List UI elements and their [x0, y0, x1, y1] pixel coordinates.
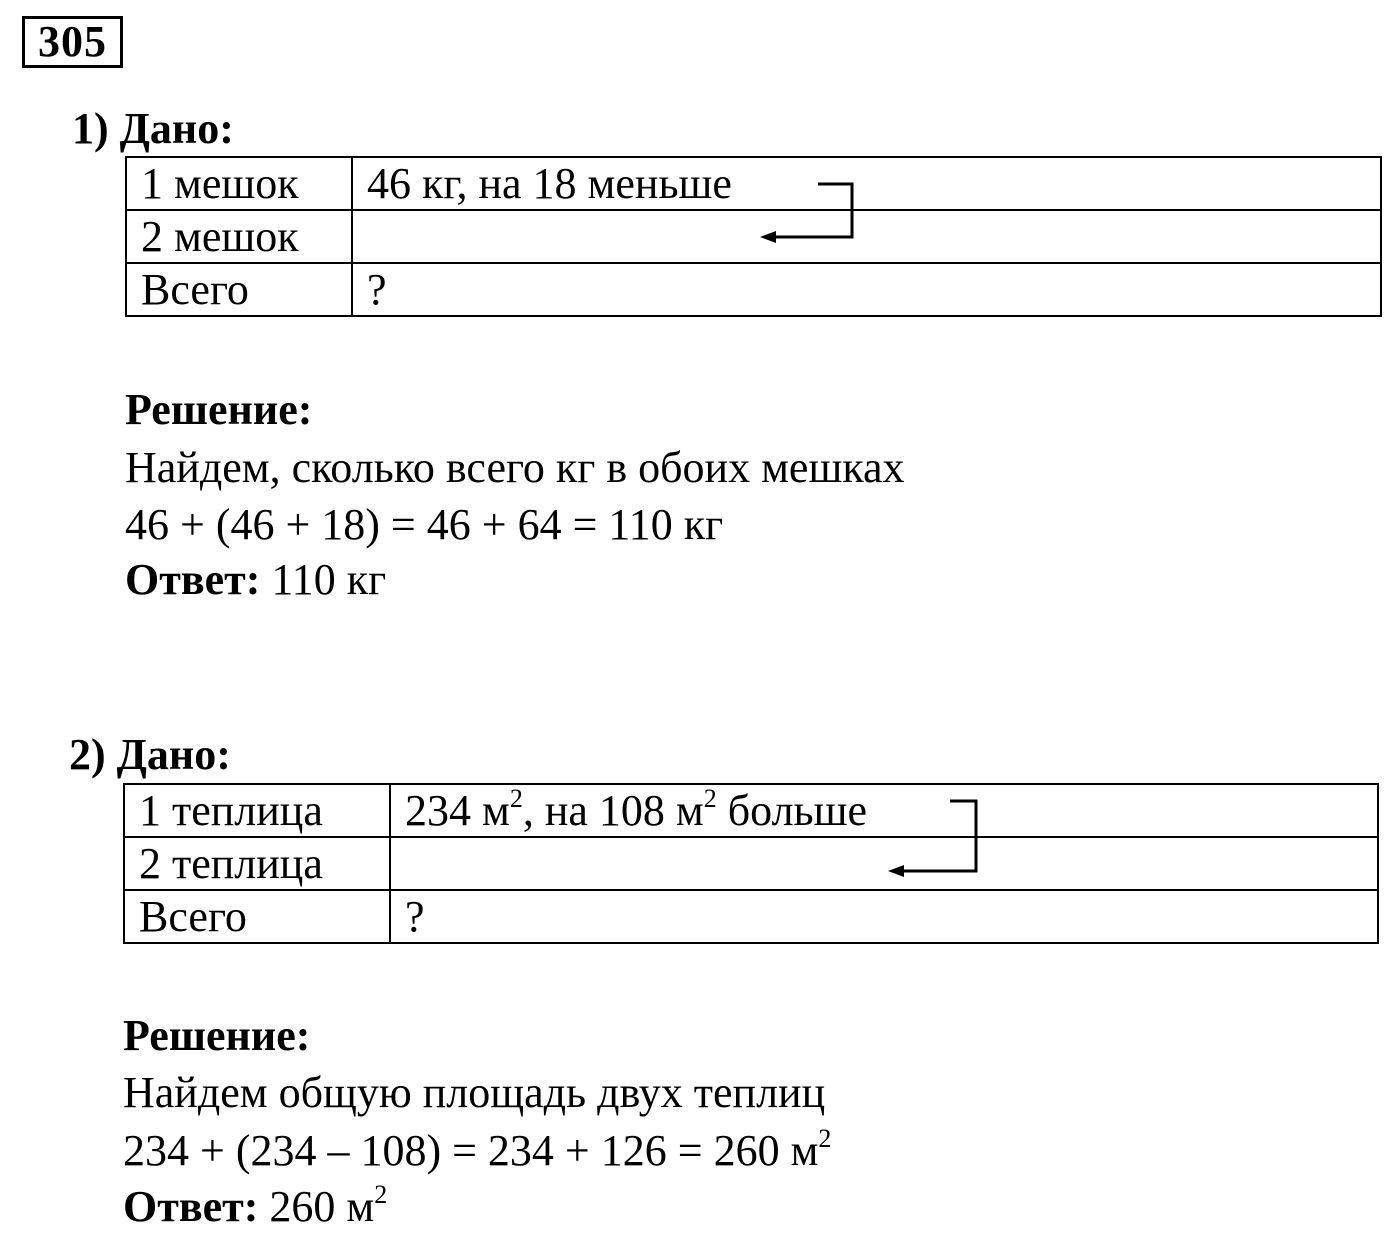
part2-equation-text: 234 + (234 – 108) = 234 + 126 = 260 м — [123, 1126, 819, 1175]
part2-row1-value-a: 234 м — [405, 785, 510, 835]
part1-given-heading: Дано: — [119, 104, 234, 153]
part2-row1-name: 1 теплица — [124, 784, 390, 837]
part2-row1-value-c: больше — [716, 785, 868, 835]
part2-solution-text: Найдем общую площадь двух теплиц — [123, 1068, 826, 1117]
problem-number: 305 — [22, 16, 123, 68]
part2-solution-heading: Решение: — [123, 1011, 311, 1060]
part2-answer-label: Ответ: — [123, 1182, 259, 1231]
part1-answer-label: Ответ: — [125, 555, 261, 604]
part1-row3-value: ? — [352, 263, 1381, 316]
part1-answer-value: 110 кг — [271, 555, 387, 604]
part2-answer — [123, 1182, 387, 1232]
part2-equation-sup: 2 — [818, 1124, 832, 1153]
part1-row1-value: 46 кг, на 18 меньше — [352, 157, 1381, 210]
part2-row1-sup-b: 2 — [703, 783, 717, 813]
part2-equation — [123, 1126, 831, 1176]
part2-row3-name: Всего — [124, 890, 390, 943]
part2-answer-sup: 2 — [374, 1180, 388, 1209]
part2-row1-sup-a: 2 — [509, 783, 523, 813]
part2-row1-value-b: , на 108 м — [522, 785, 704, 835]
part1-solution-text: Найдем, сколько всего кг в обоих мешках — [125, 443, 905, 492]
part1-row1-name: 1 мешок — [126, 157, 352, 210]
part1-equation: 46 + (46 + 18) = 46 + 64 = 110 кг — [125, 500, 724, 549]
part2-answer-value: 260 м — [269, 1182, 375, 1231]
part2-row2-name: 2 теплица — [124, 837, 390, 890]
part1-label: 1) — [72, 104, 109, 153]
part1-row3-name: Всего — [126, 263, 352, 316]
part2-row3-value: ? — [390, 890, 1378, 943]
part2-given-heading: Дано: — [116, 730, 231, 779]
part2-label: 2) — [69, 730, 106, 779]
part1-row2-name: 2 мешок — [126, 210, 352, 263]
part1-solution-heading: Решение: — [125, 385, 313, 434]
